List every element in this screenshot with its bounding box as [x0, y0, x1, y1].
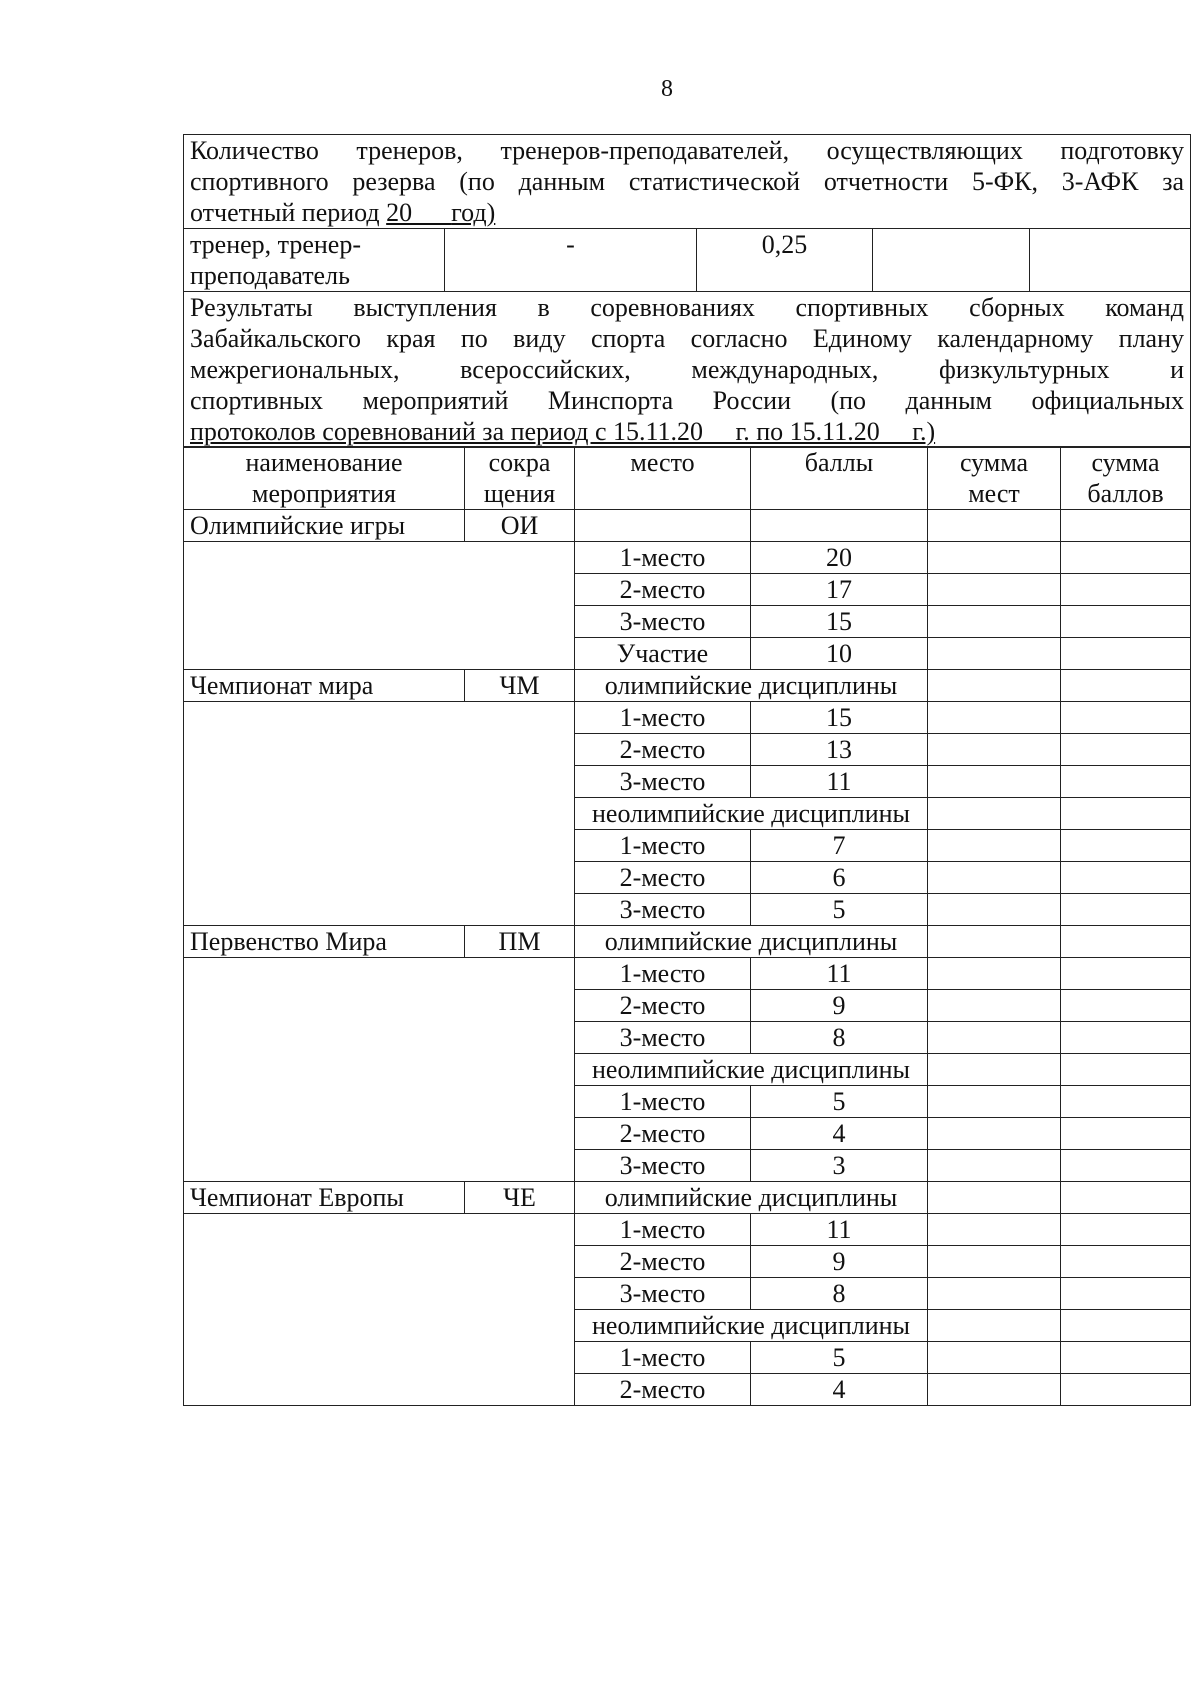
place-cell: 3-место	[575, 766, 751, 798]
sum-points-cell	[1061, 1118, 1191, 1150]
sum-places-cell	[928, 542, 1061, 574]
sum-places-cell	[928, 1150, 1061, 1182]
table-row	[184, 542, 1191, 574]
event-name: Первенство Мира	[184, 926, 465, 958]
results-heading-line: Забайкальского края по виду спорта согласно Единому календарному плану	[190, 324, 1185, 353]
page-number: 8	[661, 76, 673, 102]
place-cell: 1-место	[575, 1086, 751, 1118]
points-cell: 4	[751, 1118, 928, 1150]
sum-points-cell	[1061, 1214, 1191, 1246]
blank-cell	[184, 542, 575, 670]
sum-places-cell	[928, 1342, 1061, 1374]
discipline-label: олимпийские дисциплины	[575, 1182, 928, 1214]
table-row	[184, 958, 1191, 990]
sum-places-cell	[928, 670, 1061, 702]
sum-points-cell	[1061, 926, 1191, 958]
blank-cell	[184, 958, 575, 1182]
trainer-value-cell: -	[445, 229, 697, 292]
results-heading	[184, 292, 1191, 448]
results-body	[184, 510, 1191, 1406]
place-cell: 3-место	[575, 1278, 751, 1310]
results-heading-line: протоколов соревнований за период с 15.11.20__ г. по 15.11.20__ г.)	[190, 417, 936, 446]
sum-points-cell	[1061, 670, 1191, 702]
event-name: Чемпионат Европы	[184, 1182, 465, 1214]
sum-points-cell	[1061, 830, 1191, 862]
points-cell: 9	[751, 1246, 928, 1278]
place-cell: 2-место	[575, 574, 751, 606]
discipline-label: неолимпийские дисциплины	[575, 1054, 928, 1086]
trainers-heading-line: спортивного резерва (по данным статистической отчетности 5-ФК, 3-АФК за	[190, 167, 1185, 196]
trainers-heading-line	[190, 197, 1184, 228]
sum-places-cell	[928, 862, 1061, 894]
points-cell: 11	[751, 766, 928, 798]
place-cell	[575, 510, 751, 542]
col-header-sum-points: сумма баллов	[1061, 447, 1191, 510]
sum-places-cell	[928, 1310, 1061, 1342]
sum-points-cell	[1061, 990, 1191, 1022]
sum-points-cell	[1061, 574, 1191, 606]
points-cell: 11	[751, 958, 928, 990]
sum-points-cell	[1061, 894, 1191, 926]
trainer-value-cell	[873, 229, 1030, 292]
sum-places-cell	[928, 766, 1061, 798]
points-cell: 9	[751, 990, 928, 1022]
sum-places-cell	[928, 990, 1061, 1022]
sum-points-cell	[1061, 702, 1191, 734]
trainers-heading	[184, 135, 1191, 229]
sum-points-cell	[1061, 1086, 1191, 1118]
results-heading-line: спортивных мероприятий Минспорта России (по данным официальных	[190, 386, 1185, 415]
sum-places-cell	[928, 1278, 1061, 1310]
points-cell: 20	[751, 542, 928, 574]
place-cell: 2-место	[575, 1246, 751, 1278]
sum-places-cell	[928, 798, 1061, 830]
sum-points-cell	[1061, 1246, 1191, 1278]
place-cell: 3-место	[575, 894, 751, 926]
sum-points-cell	[1061, 542, 1191, 574]
sum-points-cell	[1061, 734, 1191, 766]
trainer-value-cell	[1030, 229, 1191, 292]
col-header-abbr: сокра щения	[465, 447, 575, 510]
col-header-place: место	[575, 447, 751, 510]
results-heading-line: Результаты выступления в соревнованиях спортивных сборных команд	[190, 293, 1185, 322]
place-cell: 2-место	[575, 1374, 751, 1406]
points-cell: 8	[751, 1022, 928, 1054]
sum-places-cell	[928, 958, 1061, 990]
place-cell: Участие	[575, 638, 751, 670]
sum-places-cell	[928, 1054, 1061, 1086]
event-name: Чемпионат мира	[184, 670, 465, 702]
points-cell	[751, 510, 928, 542]
event-abbr: ЧЕ	[465, 1182, 575, 1214]
report-year: 20___	[386, 198, 452, 227]
document-sheet	[183, 134, 1190, 1406]
sum-places-cell	[928, 510, 1061, 542]
place-cell: 2-место	[575, 734, 751, 766]
sum-points-cell	[1061, 1278, 1191, 1310]
place-cell: 1-место	[575, 830, 751, 862]
sum-points-cell	[1061, 638, 1191, 670]
sum-places-cell	[928, 734, 1061, 766]
sum-points-cell	[1061, 798, 1191, 830]
sum-places-cell	[928, 894, 1061, 926]
discipline-label: неолимпийские дисциплины	[575, 1310, 928, 1342]
points-cell: 6	[751, 862, 928, 894]
points-cell: 7	[751, 830, 928, 862]
col-header-event: наименование мероприятия	[184, 447, 465, 510]
sum-places-cell	[928, 702, 1061, 734]
sum-places-cell	[928, 830, 1061, 862]
place-cell: 3-место	[575, 1022, 751, 1054]
sum-points-cell	[1061, 1022, 1191, 1054]
sum-points-cell	[1061, 510, 1191, 542]
points-cell: 15	[751, 606, 928, 638]
event-name: Олимпийские игры	[184, 510, 465, 542]
event-abbr: ЧМ	[465, 670, 575, 702]
points-cell: 17	[751, 574, 928, 606]
sum-places-cell	[928, 1118, 1061, 1150]
points-cell: 11	[751, 1214, 928, 1246]
points-cell: 4	[751, 1374, 928, 1406]
points-cell: 15	[751, 702, 928, 734]
table-row	[184, 1214, 1191, 1246]
place-cell: 3-место	[575, 1150, 751, 1182]
event-abbr: ОИ	[465, 510, 575, 542]
discipline-label: олимпийские дисциплины	[575, 670, 928, 702]
points-cell: 10	[751, 638, 928, 670]
points-cell: 3	[751, 1150, 928, 1182]
discipline-label: неолимпийские дисциплины	[575, 798, 928, 830]
sum-places-cell	[928, 1022, 1061, 1054]
sum-places-cell	[928, 1086, 1061, 1118]
event-header-row	[184, 510, 1191, 542]
place-cell: 1-место	[575, 958, 751, 990]
col-header-sum-places: сумма мест	[928, 447, 1061, 510]
place-cell: 2-место	[575, 990, 751, 1022]
sum-places-cell	[928, 1374, 1061, 1406]
trainer-row-label: тренер, тренер-преподаватель	[184, 229, 445, 292]
results-table	[183, 446, 1191, 1406]
sum-points-cell	[1061, 1342, 1191, 1374]
event-header-row	[184, 1182, 1191, 1214]
sum-places-cell	[928, 926, 1061, 958]
sum-points-cell	[1061, 958, 1191, 990]
place-cell: 2-место	[575, 862, 751, 894]
sum-points-cell	[1061, 766, 1191, 798]
trainers-heading-prefix: отчетный период	[190, 198, 387, 227]
place-cell: 1-место	[575, 702, 751, 734]
points-cell: 13	[751, 734, 928, 766]
sum-places-cell	[928, 1214, 1061, 1246]
table-row	[184, 702, 1191, 734]
trainers-heading-suffix: год)	[451, 198, 496, 227]
sum-points-cell	[1061, 1310, 1191, 1342]
col-header-points: баллы	[751, 447, 928, 510]
blank-cell	[184, 702, 575, 926]
sum-points-cell	[1061, 1182, 1191, 1214]
points-cell: 8	[751, 1278, 928, 1310]
sum-points-cell	[1061, 1374, 1191, 1406]
sum-places-cell	[928, 1246, 1061, 1278]
trainers-heading-line: Количество тренеров, тренеров-преподавателей, осуществляющих подготовку	[190, 136, 1185, 165]
blank-cell	[184, 1214, 575, 1406]
event-header-row	[184, 670, 1191, 702]
points-cell: 5	[751, 894, 928, 926]
results-heading-line: межрегиональных, всероссийских, международных, физкультурных и	[190, 355, 1185, 384]
sum-points-cell	[1061, 1054, 1191, 1086]
place-cell: 1-место	[575, 1214, 751, 1246]
event-abbr: ПМ	[465, 926, 575, 958]
discipline-label: олимпийские дисциплины	[575, 926, 928, 958]
place-cell: 1-место	[575, 542, 751, 574]
sum-places-cell	[928, 574, 1061, 606]
event-header-row	[184, 926, 1191, 958]
sum-places-cell	[928, 1182, 1061, 1214]
trainers-table	[183, 134, 1191, 448]
sum-points-cell	[1061, 862, 1191, 894]
sum-places-cell	[928, 606, 1061, 638]
points-cell: 5	[751, 1342, 928, 1374]
place-cell: 1-место	[575, 1342, 751, 1374]
sum-points-cell	[1061, 1150, 1191, 1182]
sum-places-cell	[928, 638, 1061, 670]
place-cell: 2-место	[575, 1118, 751, 1150]
place-cell: 3-место	[575, 606, 751, 638]
sum-points-cell	[1061, 606, 1191, 638]
trainer-value-cell: 0,25	[697, 229, 873, 292]
points-cell: 5	[751, 1086, 928, 1118]
